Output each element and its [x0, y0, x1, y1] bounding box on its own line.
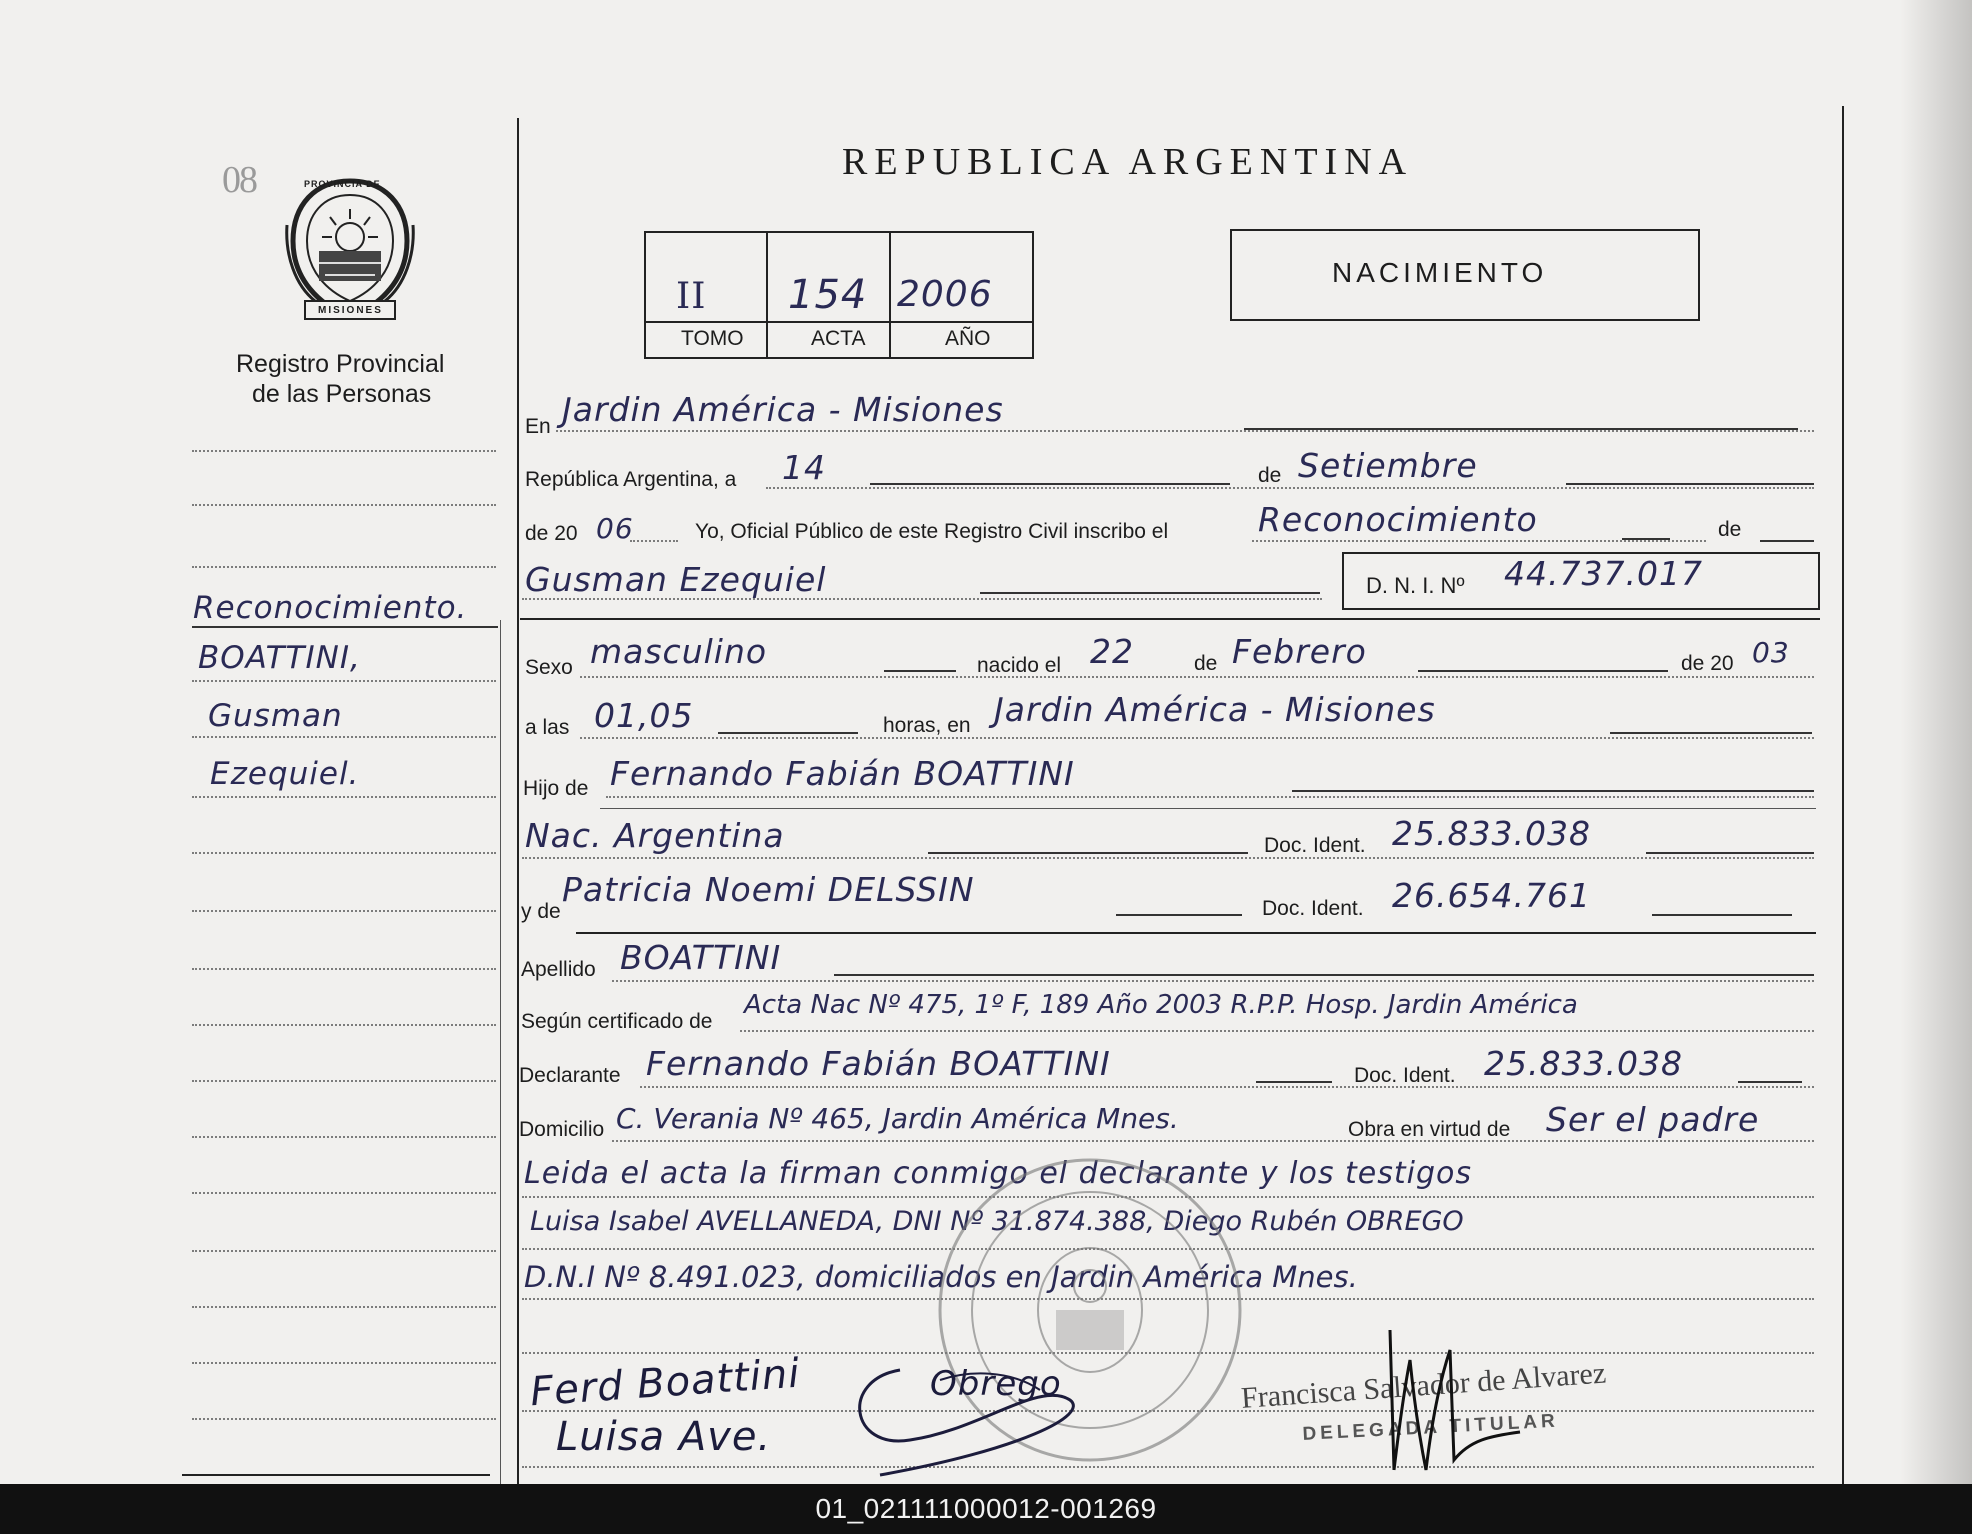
- register-divider: [766, 231, 768, 357]
- ruling: [740, 1030, 1814, 1032]
- margin-ruling: [192, 796, 496, 798]
- blank-line: [1652, 914, 1792, 916]
- field-padre-doc: 25.833.038: [1392, 814, 1591, 853]
- anio-value: 2006: [897, 274, 993, 315]
- field-nac-anio: 03: [1752, 636, 1790, 669]
- ruling: [612, 980, 1814, 982]
- field-obra: Ser el padre: [1546, 1100, 1760, 1139]
- blank-line: [1292, 790, 1814, 792]
- acta-label: ACTA: [811, 327, 866, 350]
- field-acto: Reconocimiento: [1258, 500, 1538, 539]
- ruling: [606, 796, 1814, 798]
- field-hora: 01,05: [594, 696, 694, 735]
- label-horas-en: horas, en: [883, 714, 971, 737]
- blank-line: [1738, 1081, 1802, 1083]
- registry-name-line2: de las Personas: [252, 380, 432, 408]
- tomo-value: II: [676, 276, 707, 317]
- margin-ruling: [192, 1418, 496, 1420]
- margin-ruling: [192, 852, 496, 854]
- margin-ruling: [192, 736, 496, 738]
- label-hijo-de: Hijo de: [523, 777, 589, 800]
- field-declarante-doc: 25.833.038: [1484, 1044, 1683, 1083]
- blank-line: [884, 670, 956, 672]
- ruling: [766, 487, 1814, 489]
- label-a-las: a las: [525, 716, 570, 739]
- image-caption: 01_021111000012-001269: [0, 1484, 1972, 1534]
- label-declarante: Declarante: [519, 1064, 621, 1087]
- tomo-label: TOMO: [681, 327, 744, 350]
- official-signature-icon: [1380, 1320, 1580, 1480]
- ruling: [556, 430, 1814, 432]
- margin-bottom-rule: [182, 1474, 490, 1476]
- blank-line: [980, 592, 1320, 594]
- seal-bottom-text: MISIONES: [318, 305, 383, 316]
- field-padre-nac: Nac. Argentina: [525, 816, 785, 855]
- section-rule: [520, 618, 1820, 620]
- seal-top-text: PROVINCIA DE: [304, 179, 381, 189]
- label-doc-madre: Doc. Ident.: [1262, 897, 1364, 920]
- margin-ruling: [192, 680, 496, 682]
- field-dia: 14: [782, 448, 826, 487]
- margin-ruling: [192, 1024, 496, 1026]
- label-en: En: [525, 415, 551, 438]
- provincial-seal-icon: [285, 175, 415, 323]
- field-apellido: BOATTINI: [620, 938, 782, 977]
- acta-value: 154: [788, 272, 868, 318]
- page-title: REPUBLICA ARGENTINA: [842, 141, 1414, 183]
- field-mes: Setiembre: [1298, 446, 1478, 485]
- field-anio-suffix: 06: [596, 512, 634, 545]
- label-domicilio: Domicilio: [519, 1118, 605, 1141]
- margin-ruling: [192, 910, 496, 912]
- official-title: DELEGADA TITULAR: [1302, 1410, 1560, 1445]
- blank-line: [1256, 1081, 1332, 1083]
- signature-testigo: Luisa Ave.: [556, 1414, 772, 1460]
- label-segun: Según certificado de: [521, 1010, 713, 1033]
- margin-note-line: Ezequiel.: [210, 756, 360, 792]
- body-line: Luisa Isabel AVELLANEDA, DNI Nº 31.874.388, Diego Rubén OBREGO: [530, 1206, 1464, 1237]
- label-sexo: Sexo: [525, 656, 573, 679]
- blank-line: [1116, 914, 1242, 916]
- label-dni: D. N. I. Nº: [1366, 573, 1465, 598]
- blank-line: [1244, 428, 1798, 430]
- record-type: NACIMIENTO: [1332, 257, 1548, 288]
- label-apellido: Apellido: [521, 958, 596, 981]
- signature-flourish-icon: [840, 1340, 1140, 1480]
- register-divider: [889, 231, 891, 357]
- register-divider: [644, 321, 1032, 323]
- field-madre: Patricia Noemi DELSSIN: [562, 870, 975, 909]
- ruling: [580, 676, 1814, 678]
- blank-line: [1610, 732, 1812, 734]
- margin-ruling: [192, 968, 496, 970]
- label-de-mes: de: [1258, 464, 1282, 487]
- margin-ruling: [192, 1250, 496, 1252]
- margin-ruling: [192, 1136, 496, 1138]
- ruling: [580, 737, 1814, 739]
- right-border: [1842, 106, 1844, 1484]
- label-doc-declarante: Doc. Ident.: [1354, 1064, 1456, 1087]
- field-certificado: Acta Nac Nº 475, 1º F, 189 Año 2003 R.P.P. Hosp. Jardin América: [744, 990, 1578, 1020]
- margin-ruling: [192, 1362, 496, 1364]
- blank-line: [870, 483, 1230, 485]
- body-line: Leida el acta la firman conmigo el declarante y los testigos: [524, 1156, 1473, 1191]
- section-rule: [600, 808, 1816, 809]
- field-sexo: masculino: [590, 632, 768, 671]
- registry-name-line1: Registro Provincial: [236, 350, 445, 378]
- field-nac-mes: Febrero: [1232, 632, 1367, 671]
- field-domicilio: C. Verania Nº 465, Jardin América Mnes.: [616, 1102, 1179, 1135]
- blank-line: [1418, 670, 1668, 672]
- blank-line: [928, 852, 1248, 854]
- margin-note-underline: [192, 626, 498, 628]
- blank-line: [718, 732, 858, 734]
- margin-ruling: [192, 1306, 496, 1308]
- margin-note-line: Reconocimiento.: [193, 590, 468, 626]
- margin-note-line: BOATTINI,: [198, 640, 361, 676]
- field-lugar: Jardin América - Misiones: [562, 390, 1004, 429]
- body-line: D.N.I Nº 8.491.023, domiciliados en Jardin América Mnes.: [524, 1260, 1358, 1294]
- anio-label: AÑO: [945, 327, 991, 350]
- official-name: Francisca Salvador de Alvarez: [1240, 1356, 1608, 1415]
- label-de20-nac: de 20: [1681, 652, 1734, 675]
- margin-ruling: [192, 1080, 496, 1082]
- label-de-nac: de: [1194, 652, 1218, 675]
- field-declarante: Fernando Fabián BOATTINI: [646, 1044, 1111, 1083]
- ruling: [630, 540, 678, 542]
- section-rule: [576, 932, 1816, 934]
- signature-declarante: Ferd Boattini: [528, 1350, 802, 1416]
- label-doc-padre: Doc. Ident.: [1264, 834, 1366, 857]
- blank-line: [1646, 852, 1814, 854]
- field-nombre: Gusman Ezequiel: [525, 560, 827, 599]
- label-republica: República Argentina, a: [525, 468, 737, 491]
- field-dni: 44.737.017: [1504, 554, 1703, 593]
- blank-line: [834, 974, 1814, 976]
- ruling: [1252, 540, 1706, 542]
- side-code: 08: [222, 159, 256, 201]
- column-divider: [517, 118, 519, 1484]
- column-divider-inner: [500, 620, 501, 1484]
- label-nacido: nacido el: [977, 654, 1062, 677]
- ruling: [640, 1086, 1814, 1088]
- blank-line: [1760, 540, 1814, 542]
- field-nac-dia: 22: [1090, 632, 1134, 671]
- margin-ruling: [192, 504, 496, 506]
- field-lugar-nac: Jardin América - Misiones: [994, 690, 1436, 729]
- label-yo: Yo, Oficial Público de este Registro Civil inscribo el: [695, 520, 1169, 543]
- field-madre-doc: 26.654.761: [1392, 876, 1591, 915]
- label-de20: de 20: [525, 522, 578, 545]
- label-de-acto: de: [1718, 518, 1742, 541]
- signature-testigo2: Obrego: [930, 1364, 1062, 1404]
- ruling: [522, 598, 1322, 600]
- blank-line: [1622, 538, 1670, 540]
- margin-note-line: Gusman: [208, 698, 343, 734]
- ruling: [522, 857, 1814, 859]
- label-y-de: y de: [521, 900, 561, 923]
- margin-ruling: [192, 566, 496, 568]
- page-edge-shadow: [1900, 0, 1972, 1484]
- margin-ruling: [192, 450, 496, 452]
- margin-ruling: [192, 1192, 496, 1194]
- label-obra: Obra en virtud de: [1348, 1118, 1511, 1141]
- blank-line: [1566, 483, 1814, 485]
- field-padre: Fernando Fabián BOATTINI: [610, 754, 1075, 793]
